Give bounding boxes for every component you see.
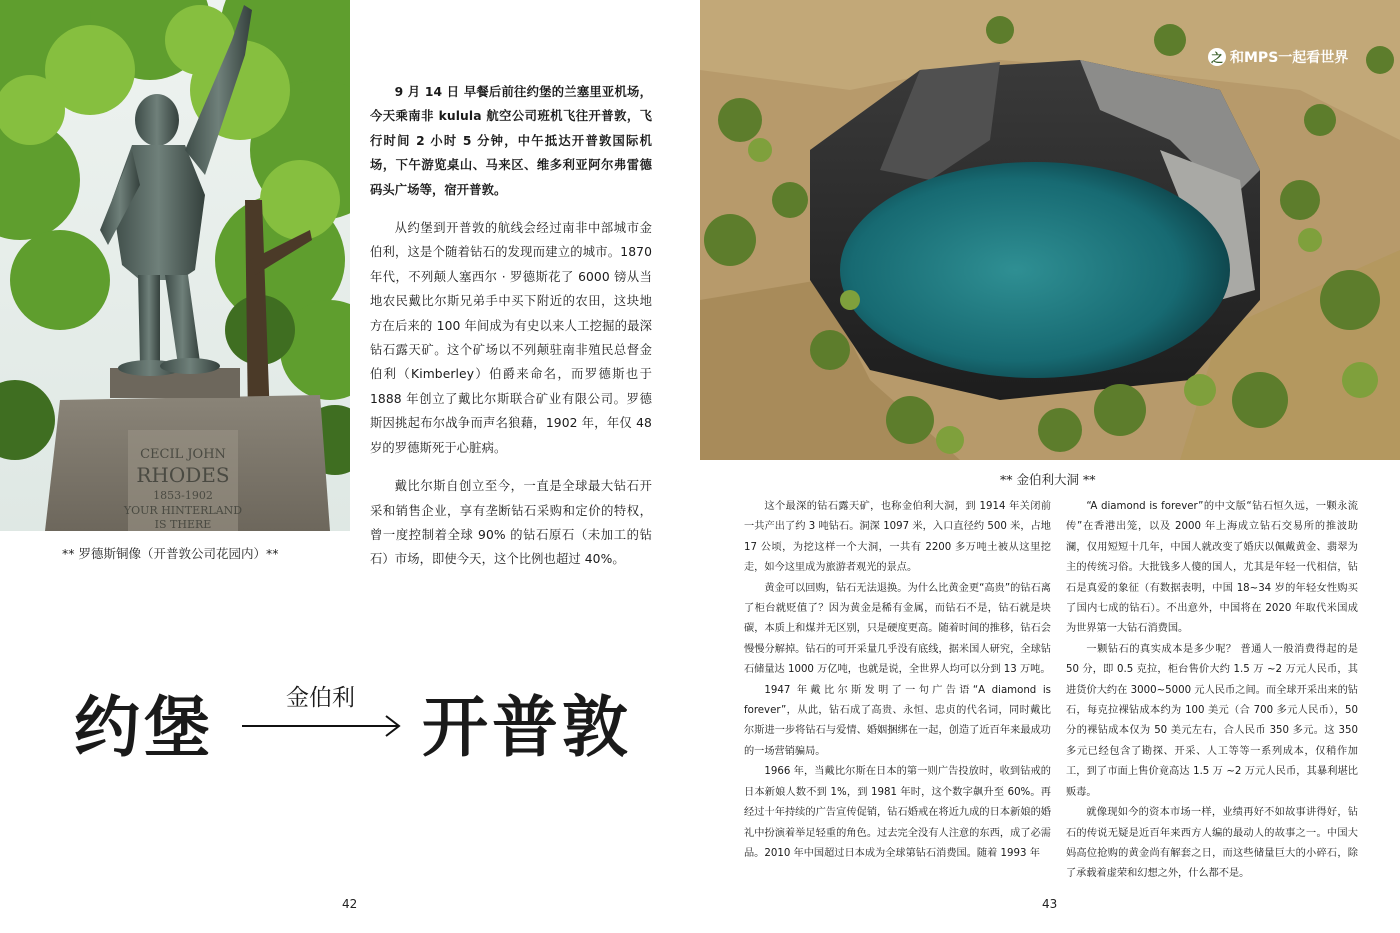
body-paragraph: 从约堡到开普敦的航线会经过南非中部城市金伯利，这是个随着钻石的发现而建立的城市。1870 年代，不列颠人塞西尔 · 罗德斯花了 6000 镑从当地农民戴比尔斯兄弟手中买下附近的农田，这块地方在后来的 100 年间成为有史以来人工挖掘的最深钻石露天矿。这个矿场以不列颠驻南非殖民总督金伯利（Kimberley）伯爵来命名，而罗德斯也于 1888 年创立了戴比尔斯联合矿业有限公司。罗德斯因挑起布尔战争而声名狼藉，1902 年，年仅 48 岁的罗德斯死于心脏病。 [370,221,652,455]
page-number-right: 43 [1042,897,1058,911]
route-destination: 开普敦 [422,689,632,766]
page-number-left: 42 [342,897,358,911]
route-origin: 约堡 [74,689,214,766]
article-column-right [1066,497,1358,885]
itinerary-paragraph: 9 月 14 日 早餐后前往约堡的兰塞里亚机场，今天乘南非 kulula 航空公司班机飞往开普敦，飞行时间 2 小时 5 分钟，中午抵达开普敦国际机场，下午游览桌山、马来区、维多利亚阿尔弗雷德码头广场等，宿开普敦。 [370,85,652,197]
route-waypoint: 金伯利 [286,685,355,711]
brand-logo-icon: 之 [1208,48,1226,66]
body-paragraph: “A diamond is forever”的中文版“钻石恒久远，一颗永流传”在香港出笼，以及 2000 年上海成立钻石交易所的推波助澜，仅用短短十几年，中国人就改变了婚庆以佩戴黄金、翡翠为主的传统习俗。大批钱多人傻的国人，尤其是年轻一代相信，钻石是真爱的象征（有数据表明，中国 18~34 岁的年轻女性购买了国内七成的钻石）。不出意外，中国将在 2020 年取代米国成为世界第一大钻石消费国。 [1066,501,1358,635]
body-paragraph: 黄金可以回购，钻石无法退换。为什么比黄金更“高贵”的钻石离了柜台就贬值了？因为黄金是稀有金属，而钻石不是，钻石就是块碳，本质上和煤并无区别，只是硬度更高。随着时间的推移，钻石会慢慢分解掉。钻石的可开采量几乎没有底线，据米国人研究，全球钻石储量达 1000 万亿吨，也就是说，全世界人均可以分到 13 万吨。 [744,582,1051,676]
statue-photo [0,0,350,531]
plinth-line: RHODES [136,463,230,487]
intro-text-block [370,80,652,586]
route-arrow-icon [242,714,402,738]
big-hole-photo [700,0,1400,460]
big-hole-caption: ** 金伯利大洞 ** [1000,472,1096,487]
statue-caption: ** 罗德斯铜像（开普敦公司花园内）** [62,546,279,561]
body-paragraph: 戴比尔斯自创立至今，一直是全球最大钻石开采和销售企业，享有垄断钻石采购和定价的特权，曾一度控制着全球 90% 的钻石原石（未加工的钻石）市场，即使今天，这个比例也超过 40%。 [370,479,652,567]
statue-illustration [0,0,350,531]
plinth-line: IS THERE [154,518,212,531]
brand-label: 和MPS一起看世界 [1230,50,1349,66]
plinth-line: CECIL JOHN [140,447,226,462]
article-column-left [744,497,1051,864]
body-paragraph: 这个最深的钻石露天矿，也称金伯利大洞，到 1914 年关闭前一共产出了约 3 吨钻石。洞深 1097 米，入口直径约 500 米，占地 17 公顷，为挖这样一个大洞，一共有 2200 多万吨土被从这里挖走，如今这里成为旅游者观光的景点。 [744,501,1051,574]
body-paragraph: 一颗钻石的真实成本是多少呢？ 普通人一般消费得起的是 50 分，即 0.5 克拉，柜台售价大约 1.5 万 ~2 万元人民币，其进货价大约在 3000~5000 元人民币之间。而全球开采出来的钻石，每克拉裸钻成本约为 100 美元（合 700 多元人民币），50 分的裸钻成本仅为 50 美元左右，合人民币 350 多元。这 350 多元已经包含了勘探、开采、人工等等一系列成本，仅稍作加工，到了市面上售价竟高达 1.5 万 ~2 万元人民币，其暴利堪比贩毒。 [1066,643,1358,798]
brand-tag [1208,46,1348,68]
big-hole-illustration [700,0,1400,460]
body-paragraph: 就像现如今的资本市场一样，业绩再好不如故事讲得好，钻石的传说无疑是近百年来西方人编的最动人的故事之一。中国大妈高位抢购的黄金尚有解套之日，而这些储量巨大的小碎石，除了承载着虚荣和幻想之外，什么都不是。 [1066,807,1358,880]
body-paragraph: 1947 年戴比尔斯发明了一句广告语“A diamond is forever”，从此，钻石成了高贵、永恒、忠贞的代名词，同时戴比尔斯进一步将钻石与爱情、婚姻捆绑在一起，创造了近百年来最成功的一场营销骗局。 [744,684,1051,757]
body-paragraph: 1966 年，当戴比尔斯在日本的第一则广告投放时，收到钻戒的日本新娘人数不到 1%，到 1981 年时，这个数字飙升至 60%。再经过十年持续的广告宣传促销，钻石婚戒在将近九成的日本新娘的婚礼中扮演着举足轻重的角色。过去完全没有人注意的东西，成了必需品。2010 年中国超过日本成为全球第钻石消费国。随着 1993 年 [744,766,1051,859]
plinth-line: 1853-1902 [153,489,213,502]
plinth-line: YOUR HINTERLAND [123,504,243,517]
